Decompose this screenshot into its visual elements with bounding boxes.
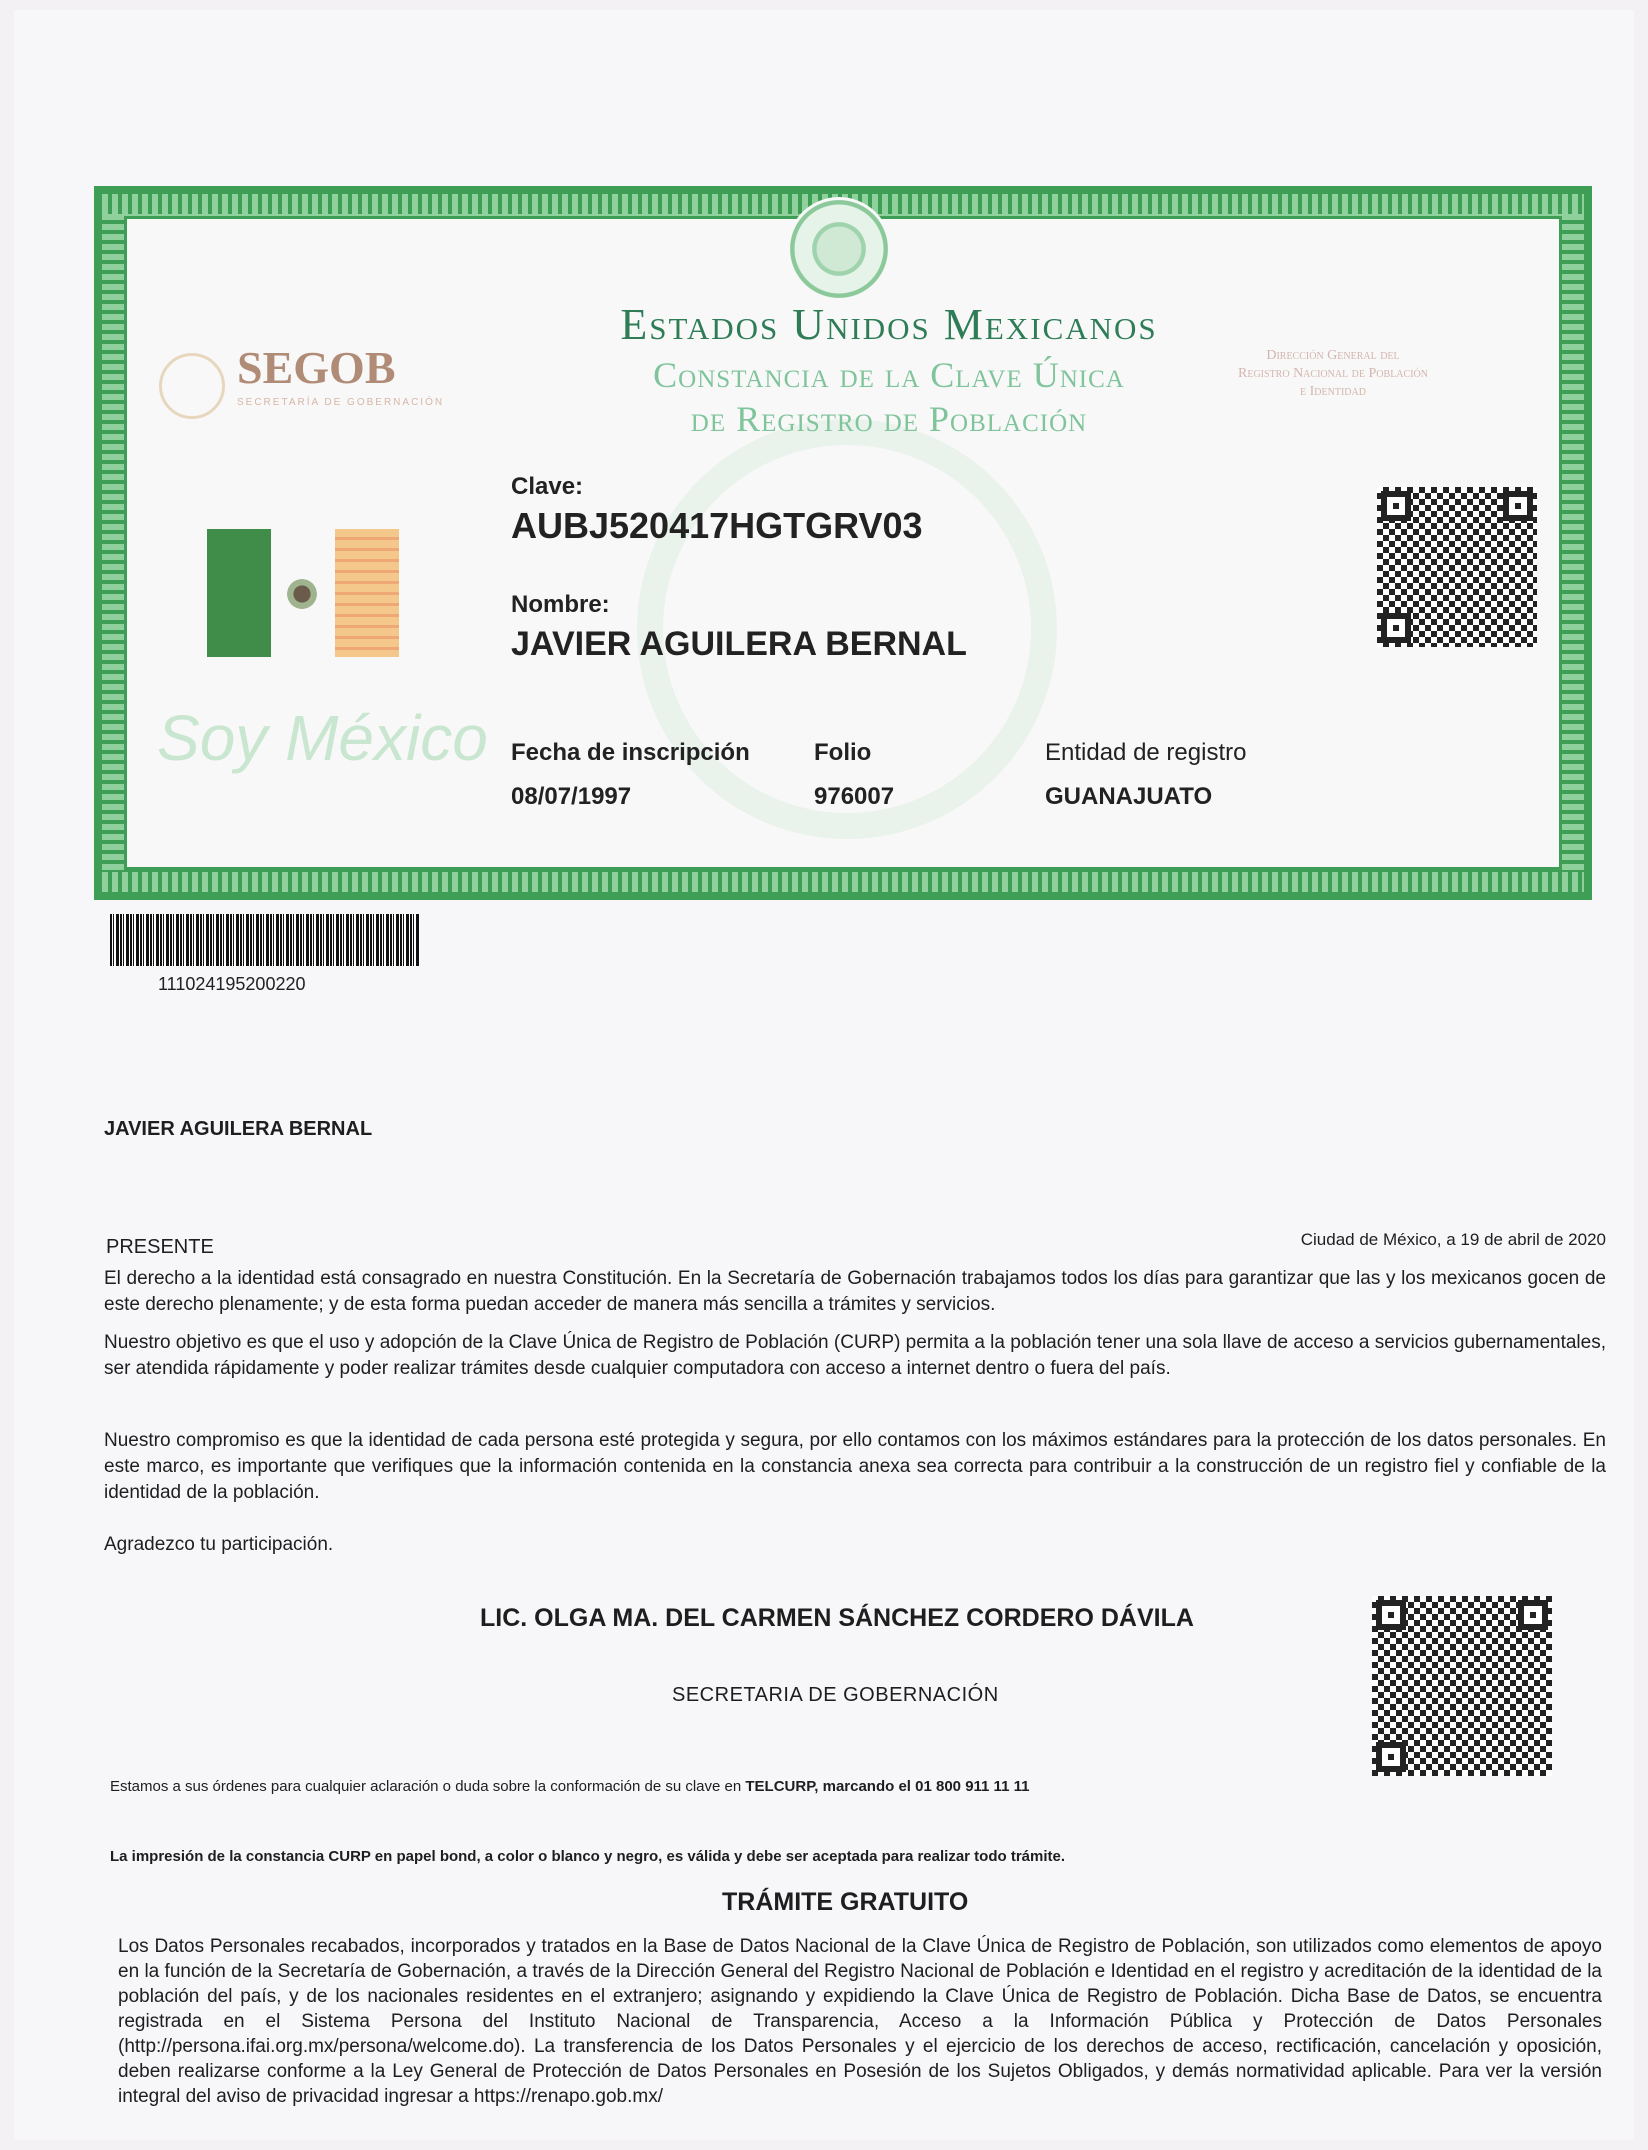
privacy-notice: Los Datos Personales recabados, incorporados y tratados en la Base de Datos Nacional de la Clave Única de Registro de Población, son utilizados como elementos de apoyo en la función de la Secretaría de Gobernación, a través de la Dirección General del Registro Nacional de Población e Identidad en el registro y acreditación de la identidad de la población del país, y de los nacionales residentes en el extranjero; asignando y expidiendo la Clave Única de Registro de Población. Dicha Base de Datos, se encuentra registrada en el Sistema Persona del Instituto Nacional de Transparencia, Acceso a la Información Pública y Protección de Datos Personales (http://persona.ifai.org.mx/persona/welcome.do). La transferencia de los Datos Personales y el ejercicio de los derechos de acceso, rectificación, cancelación y oposición, deben realizarse conforme a la Ley General de Protección de Datos Personales en Posesión de los Sujetos Obligados, y demás normatividad aplicable. Para ver la versión integral del aviso de privacidad ingresar a https://renapo.gob.mx/ [118, 1936, 1602, 2107]
certificate-body [124, 216, 1562, 870]
presente-label: PRESENTE [106, 1236, 214, 1258]
segob-logo-subtitle: SECRETARÍA DE GOBERNACIÓN [237, 397, 445, 408]
telcurp-text: Estamos a sus órdenes para cualquier aclaración o duda sobre la conformación de su clave en [110, 1778, 746, 1795]
fecha-label: Fecha de inscripción [511, 739, 750, 766]
entidad-label: Entidad de registro [1045, 739, 1247, 766]
qr-code-icon [1377, 487, 1537, 647]
country-title: Estados Unidos Mexicanos [620, 300, 1158, 349]
folio-label: Folio [814, 739, 872, 766]
impresion-note: La impresión de la constancia CURP en papel bond, a color o blanco y negro, es válida y debe ser aceptada para realizar todo trámite. [110, 1848, 1066, 1865]
letter-paragraph-3: Nuestro compromiso es que la identidad de cada persona esté protegida y segura, por ello contamos con los máximos estándares para la protección de los datos personales. En este marco, es importante que verifiques que la información contenida en la constancia anexa sea correcta para contribuir a la construcción de un registro fiel y confiable de la identidad de la población. [104, 1430, 1606, 1503]
mexican-flag-icon [207, 529, 417, 657]
barcode-number: 111024195200220 [158, 974, 306, 994]
signer-office: SECRETARIA DE GOBERNACIÓN [672, 1684, 999, 1706]
tramite-gratuito-heading: TRÁMITE GRATUITO [722, 1888, 969, 1916]
clave-label: Clave: [511, 473, 584, 500]
telcurp-phone: TELCURP, marcando el 01 800 911 11 11 [745, 1778, 1030, 1795]
segob-logo: SEGOB [237, 342, 396, 393]
dgrn-line2: Registro Nacional de Población [1238, 366, 1428, 381]
dgrn-line1: Dirección General del [1266, 348, 1400, 363]
segob-seal-icon [159, 353, 225, 419]
dgrn-label [1213, 347, 1453, 401]
folio-value: 976007 [814, 783, 895, 810]
document-title-line2: de Registro de Población [690, 399, 1088, 439]
document-title-line1: Constancia de la Clave Única [653, 355, 1125, 395]
slogan: Soy México [157, 702, 488, 774]
entidad-value: GUANAJUATO [1045, 783, 1213, 810]
addressee-name: JAVIER AGUILERA BERNAL [104, 1118, 373, 1140]
telcurp-note [110, 1778, 1029, 1795]
document-title [539, 353, 1239, 441]
nombre-value: JAVIER AGUILERA BERNAL [511, 625, 967, 663]
coat-of-arms-icon [787, 197, 891, 301]
letter-paragraph-1: El derecho a la identidad está consagrado en nuestra Constitución. En la Secretaría de Gobernación trabajamos todos los días para garantizar que las y los mexicanos gocen de este derecho plenamente; y de esta forma puedan acceder de manera más sencilla a trámites y servicios. [104, 1268, 1606, 1315]
clave-value: AUBJ520417HGTGRV03 [511, 505, 923, 546]
letter-closing: Agradezco tu participación. [104, 1534, 334, 1555]
signer-name: LIC. OLGA MA. DEL CARMEN SÁNCHEZ CORDERO DÁVILA [480, 1604, 1194, 1632]
fecha-value: 08/07/1997 [511, 783, 632, 810]
letter-paragraph-2: Nuestro objetivo es que el uso y adopción de la Clave Única de Registro de Población (CURP) permita a la población tener una sola llave de acceso a servicios gubernamentales, ser atendida rápidamente y poder realizar trámites desde cualquier computadora con acceso a internet dentro o fuera del país. [104, 1332, 1606, 1379]
signature-qr-code-icon [1372, 1596, 1552, 1776]
place-and-date: Ciudad de México, a 19 de abril de 2020 [1300, 1230, 1606, 1249]
barcode-icon [110, 914, 420, 966]
nombre-label: Nombre: [511, 591, 610, 618]
dgrn-line3: e Identidad [1300, 384, 1366, 399]
curp-certificate [94, 186, 1592, 900]
